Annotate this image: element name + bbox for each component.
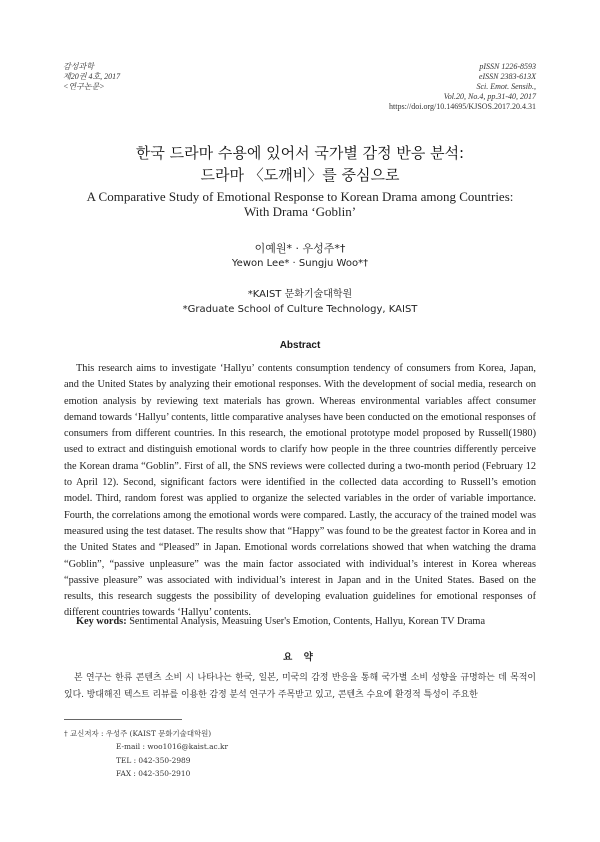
journal-abbrev: Sci. Emot. Sensib.,: [476, 82, 536, 91]
title-english-line-2: With Drama ‘Goblin’: [243, 204, 357, 219]
journal-volume: 제20권 4호, 2017: [63, 72, 121, 81]
summary-text: 본 연구는 한류 콘텐츠 소비 시 나타나는 한국, 일본, 미국의 감정 반응을 통해 국가별 소비 성향을 규명하는 데 목적이 있다. 방대해진 텍스트 리뷰를 이용한 감정 분석 연구가 주목받고 있고, 콘텐츠 수요에 환경적 특성이 주요한: [64, 673, 536, 700]
footnote-tel: TEL : 042-350-2989: [116, 755, 191, 765]
keywords: [76, 616, 536, 627]
title-english-line-1: A Comparative Study of Emotional Response to Korean Drama among Countries:: [86, 189, 514, 204]
authors-korean: 이예원* · 우성주*†: [254, 242, 346, 255]
footnote-email: E-mail : woo1016@kaist.ac.kr: [116, 742, 229, 752]
title-korean-line-2: 드라마 〈도깨비〉를 중심으로: [200, 166, 400, 184]
doi-link[interactable]: https://doi.org/10.14695/KJSOS.2017.20.4.31: [389, 102, 536, 111]
pissn: pISSN 1226-8593: [479, 62, 536, 71]
journal-header-right: [389, 62, 536, 112]
title-korean: [0, 142, 600, 186]
affiliation-english: *Graduate School of Culture Technology, KAIST: [182, 304, 418, 315]
footnote-corresponding: † 교신저자 : 우성주 (KAIST 문화기술대학원): [64, 729, 212, 738]
eissn: eISSN 2383-613X: [478, 72, 536, 81]
affiliation-korean: *KAIST 문화기술대학원: [247, 289, 353, 300]
journal-header-left: [63, 62, 120, 92]
journal-name: 감성과학: [63, 62, 94, 71]
volume-pages: Vol.20, No.4, pp.31-40, 2017: [443, 92, 536, 101]
authors-english: Yewon Lee* · Sungju Woo*†: [231, 258, 369, 269]
keywords-list: Sentimental Analysis, Measuing User's Emotion, Contents, Hallyu, Korean TV Drama: [129, 616, 486, 627]
article-type: <연구논문>: [63, 82, 105, 91]
footnote-divider: [64, 719, 182, 720]
summary-heading: 요 약: [283, 652, 317, 663]
affiliation: [0, 287, 600, 317]
keywords-label: Key words:: [76, 616, 127, 627]
footnote: [64, 727, 228, 780]
title-english: [0, 189, 600, 219]
abstract-heading: Abstract: [279, 340, 321, 351]
footnote-fax: FAX : 042-350-2910: [116, 768, 191, 778]
abstract-text: This research aims to investigate ‘Hallyu’ contents consumption tendency of consumers from Korea, Japan, and the United States by analyzing their emotional responses. With the development of social media, research on emotion analysis by reviewing text materials has grown. Whereas environmental variables affect consumer demand towards ‘Hallyu’ contents, little comparative analyses have been conducted on the emotional responses of consumers from different countries. In this research, the emotional prototype model proposed by Russell(1980) used to extract and distinguish emotional words to clarify how people in the three countries differently perceive the Korean drama “Goblin”. First of all, the SNS reviews were collected during a two-month period (February 12 to April 12). Second, significant factors were identified in the collected data according to Russell’s emotion model. Third, random forest was applied to organize the selected variables in the order of variable importance. Fourth, the correlations among the emotional words were compared. Lastly, the accuracy of the trained model was measured using the test dataset. The results show that “Happy” was found to be the greatest factor in Korea and in the United States and “Pleased” in Japan. Emotional words correlations showed that when watching the drama “Goblin”, “passive unpleasure” was the main factor associated with individual’s interest in Korea whereas “passive pleasure” was associated with individual’s interest in Japan and in the United States. Based on the results, this research suggests the possibility of developing evaluation guidelines for emotional responses of different countries towards ‘Hallyu’ contents.: [64, 363, 536, 619]
title-korean-line-1: 한국 드라마 수용에 있어서 국가별 감정 반응 분석:: [135, 144, 465, 162]
